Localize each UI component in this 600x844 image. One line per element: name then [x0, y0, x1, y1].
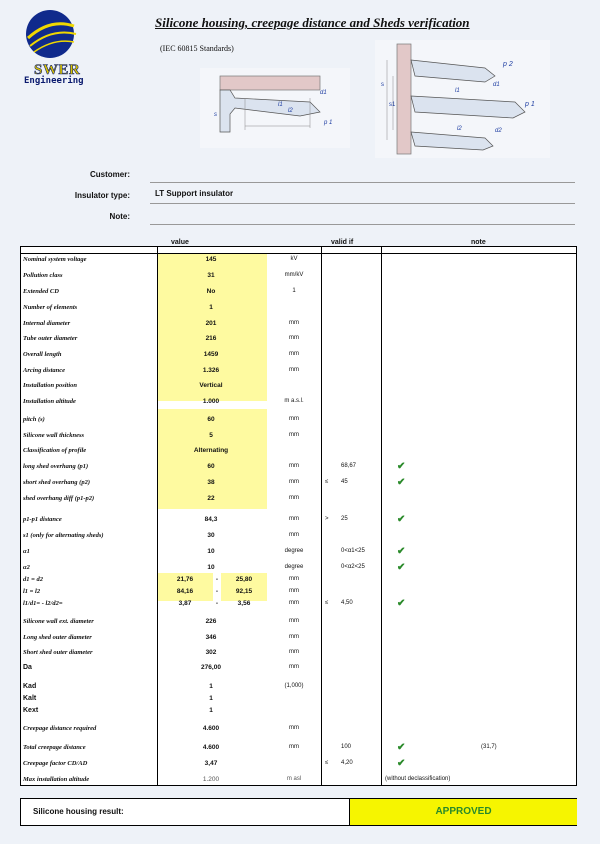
row-unit: mm	[289, 479, 299, 485]
condition-operator: ≤	[325, 600, 329, 606]
table-row	[21, 494, 576, 508]
row-label: Classification of profile	[23, 447, 87, 454]
page-title: Silicone housing, creepage distance and Sheds verification	[155, 15, 470, 30]
row-value[interactable]: 1	[209, 707, 213, 714]
row-value-right[interactable]: 92,15	[235, 588, 253, 595]
table-row	[21, 617, 576, 631]
checkmark-icon: ✔	[397, 546, 406, 557]
table-row	[21, 366, 576, 380]
row-value[interactable]: 145	[205, 256, 217, 263]
row-unit: mm	[289, 576, 299, 582]
row-label: pitch (s)	[23, 416, 45, 423]
dim-l2: l2	[288, 108, 293, 114]
row-value[interactable]: 346	[205, 634, 217, 641]
dim-s: s	[214, 112, 217, 118]
row-label: Pollution class	[23, 272, 63, 279]
row-value[interactable]: Vertical	[199, 382, 223, 389]
row-value[interactable]: 22	[207, 495, 215, 502]
table-row	[21, 531, 576, 545]
table-row	[21, 350, 576, 364]
insulator-type-label: Insulator type:	[74, 191, 130, 200]
row-value-left[interactable]: 21,76	[176, 576, 194, 583]
row-label: short shed overhang (p2)	[23, 479, 90, 486]
condition-limit: 45	[341, 479, 348, 485]
globe-logo-icon	[20, 8, 84, 64]
row-value[interactable]: 226	[205, 618, 217, 625]
row-unit: degree	[284, 564, 304, 570]
customer-underline	[150, 182, 575, 183]
row-label: Number of elements	[23, 304, 78, 311]
row-value[interactable]: 302	[205, 649, 217, 656]
row-label: long shed overhang (p1)	[23, 463, 89, 470]
row-label: Tube outer diameter	[23, 335, 78, 342]
row-label: Overall length	[23, 351, 62, 358]
condition-limit: 4,20	[341, 760, 353, 766]
row-unit: degree	[284, 548, 304, 554]
table-row	[21, 462, 576, 476]
row-label: Short shed outer diameter	[23, 649, 93, 656]
row-label: p1-p1 distance	[23, 516, 62, 523]
dim-d1-right: d1	[493, 82, 500, 88]
result-label: Silicone housing result:	[33, 807, 124, 816]
table-row	[21, 397, 576, 411]
row-value[interactable]: 1.200	[202, 776, 220, 783]
row-label: Max installation altitude	[23, 776, 90, 783]
value-separator: -	[215, 600, 219, 607]
table-row	[21, 648, 576, 662]
condition-limit: 0<α2<25	[341, 564, 365, 570]
checkmark-icon: ✔	[397, 758, 406, 769]
row-unit: m asl	[286, 776, 302, 782]
row-value-left[interactable]: 84,16	[176, 588, 194, 595]
row-label: Nominal system voltage	[23, 256, 87, 263]
row-unit: mm	[289, 320, 299, 326]
row-value-right[interactable]: 25,80	[235, 576, 253, 583]
dim-p1-right: p 1	[525, 101, 535, 108]
table-row	[21, 446, 576, 460]
condition-operator: >	[325, 516, 329, 522]
row-value[interactable]: 84,3	[204, 516, 218, 523]
row-value-right[interactable]: 3,56	[237, 600, 251, 607]
dim-d2-right: d2	[495, 128, 502, 134]
row-label: Long shed outer diameter	[23, 634, 92, 641]
table-row	[21, 515, 576, 529]
condition-limit: 0<α1<25	[341, 548, 365, 554]
row-unit: mm	[289, 618, 299, 624]
table-row	[21, 759, 576, 773]
insulator-type-underline	[150, 203, 575, 204]
row-value[interactable]: 276,00	[201, 664, 221, 671]
table-row	[21, 271, 576, 285]
col-header-note: note	[471, 239, 486, 246]
dim-s1: s1	[389, 102, 396, 108]
row-unit: mm/kV	[284, 272, 304, 278]
note-underline	[150, 224, 575, 225]
dim-l2-right: l2	[457, 126, 462, 132]
row-value[interactable]: 3,47	[204, 760, 218, 767]
value-separator: -	[215, 576, 219, 583]
row-value[interactable]: 1	[209, 683, 213, 690]
row-value[interactable]: 1	[209, 304, 213, 311]
row-value[interactable]: No	[206, 288, 216, 295]
table-row	[21, 381, 576, 395]
row-unit: mm	[289, 432, 299, 438]
row-value[interactable]: 5	[209, 432, 213, 439]
table-row	[21, 633, 576, 647]
row-value[interactable]: 10	[207, 548, 215, 555]
row-unit: mm	[289, 367, 299, 373]
checkmark-icon: ✔	[397, 742, 406, 753]
col-header-valid-if: valid if	[331, 239, 354, 246]
table-row	[21, 706, 576, 720]
row-label: Silicone wall ext. diameter	[23, 618, 94, 625]
row-label: Internal diameter	[23, 320, 71, 327]
condition-operator: ≤	[325, 760, 329, 766]
row-label: Creepage factor CD/AD	[23, 760, 88, 767]
customer-label: Customer:	[89, 170, 130, 179]
row-value[interactable]: 10	[207, 564, 215, 571]
row-unit: mm	[289, 725, 299, 731]
insulator-type-value[interactable]: LT Support insulator	[155, 189, 234, 198]
row-value[interactable]: 38	[207, 479, 215, 486]
condition-limit: 100	[341, 744, 352, 750]
row-label: Installation position	[23, 382, 78, 389]
row-unit: mm	[289, 532, 299, 538]
table-row	[21, 724, 576, 738]
row-unit: mm	[289, 516, 299, 522]
table-row	[21, 478, 576, 492]
table-row	[21, 255, 576, 269]
row-label: Total creepage distance	[23, 744, 86, 751]
table-row	[21, 547, 576, 561]
row-label: l1 = l2	[23, 588, 41, 595]
row-value[interactable]: 60	[207, 416, 215, 423]
row-value[interactable]: 60	[207, 463, 215, 470]
logo-wordmark: SWER	[34, 62, 81, 78]
row-value[interactable]: 1.326	[202, 367, 220, 374]
dim-s-right: s	[381, 82, 384, 88]
row-label: Creepage distance required	[23, 725, 97, 732]
row-value[interactable]: 1459	[203, 351, 219, 358]
row-unit: mm	[289, 744, 299, 750]
table-row	[21, 663, 576, 677]
row-label: Extended CD	[23, 288, 59, 295]
table-row	[21, 415, 576, 429]
result-status-badge: APPROVED	[349, 799, 577, 825]
condition-limit: 68,67	[341, 463, 357, 469]
row-unit: mm	[289, 664, 299, 670]
checkmark-icon: ✔	[397, 477, 406, 488]
dim-d1: d1	[320, 90, 327, 96]
standard-reference: (IEC 60815 Standards)	[160, 44, 234, 53]
row-unit: mm	[289, 416, 299, 422]
row-unit: (1,000)	[284, 683, 304, 689]
row-value[interactable]: 1.000	[202, 398, 220, 405]
checkmark-icon: ✔	[397, 562, 406, 573]
row-label: Arcing distance	[23, 367, 66, 374]
row-unit: mm	[289, 495, 299, 501]
row-unit: mm	[289, 351, 299, 357]
table-row	[21, 775, 576, 789]
header-underline	[21, 253, 576, 254]
row-value[interactable]: Alternating	[193, 447, 229, 454]
row-unit: mm	[289, 335, 299, 341]
row-label: Installation altitude	[23, 398, 76, 405]
row-label: d1 = d2	[23, 576, 43, 583]
row-note: (without declassification)	[385, 776, 451, 782]
row-label: Kalt	[23, 695, 37, 702]
dim-l1-right: l1	[455, 88, 460, 94]
table-row	[21, 599, 576, 613]
condition-limit: 25	[341, 516, 348, 522]
row-label: α1	[23, 548, 30, 555]
row-value[interactable]: 4.600	[202, 744, 220, 751]
alternating-shed-drawing	[375, 40, 550, 158]
row-label: s1 (only for alternating sheds)	[23, 532, 104, 539]
condition-limit: 4,50	[341, 600, 353, 606]
note-label: Note:	[109, 212, 130, 221]
row-unit: 1	[292, 288, 296, 294]
row-unit: mm	[289, 600, 299, 606]
dim-p1: p 1	[324, 120, 333, 126]
row-value[interactable]: 31	[207, 272, 215, 279]
row-value[interactable]: 201	[205, 320, 217, 327]
row-value[interactable]: 1	[209, 695, 213, 702]
row-label: shed overhang diff (p1-p2)	[23, 495, 95, 502]
dim-l1: l1	[278, 102, 283, 108]
table-row	[21, 334, 576, 348]
logo-subtitle: Engineering	[24, 76, 84, 86]
dim-p2: p 2	[503, 61, 513, 68]
table-row	[21, 431, 576, 445]
row-label: l1/d1= - l2/d2=	[23, 600, 63, 607]
row-unit: mm	[289, 634, 299, 640]
table-row	[21, 319, 576, 333]
row-label: Kad	[23, 683, 37, 690]
condition-operator: ≤	[325, 479, 329, 485]
checkmark-icon: ✔	[397, 598, 406, 609]
row-note: (31,7)	[481, 744, 497, 750]
row-label: Silicone wall thickness	[23, 432, 85, 439]
company-logo	[20, 8, 100, 84]
table-row	[21, 303, 576, 317]
row-label: Kext	[23, 707, 39, 714]
row-label: α2	[23, 564, 30, 571]
result-bar	[20, 798, 577, 826]
row-unit: mm	[289, 463, 299, 469]
checkmark-icon: ✔	[397, 514, 406, 525]
row-value-left[interactable]: 3,87	[178, 600, 192, 607]
table-row	[21, 287, 576, 301]
table-row	[21, 743, 576, 757]
row-value[interactable]: 30	[207, 532, 215, 539]
col-header-value: value	[171, 239, 189, 246]
row-label: Da	[23, 664, 32, 671]
parameters-table	[20, 239, 577, 786]
row-value[interactable]: 4.600	[202, 725, 220, 732]
value-separator: -	[215, 588, 219, 595]
single-shed-drawing	[200, 68, 350, 148]
row-unit: mm	[289, 649, 299, 655]
row-value[interactable]: 216	[205, 335, 217, 342]
checkmark-icon: ✔	[397, 461, 406, 472]
row-unit: m a.s.l.	[284, 398, 304, 404]
row-unit: kV	[290, 256, 298, 262]
row-unit: mm	[289, 588, 299, 594]
